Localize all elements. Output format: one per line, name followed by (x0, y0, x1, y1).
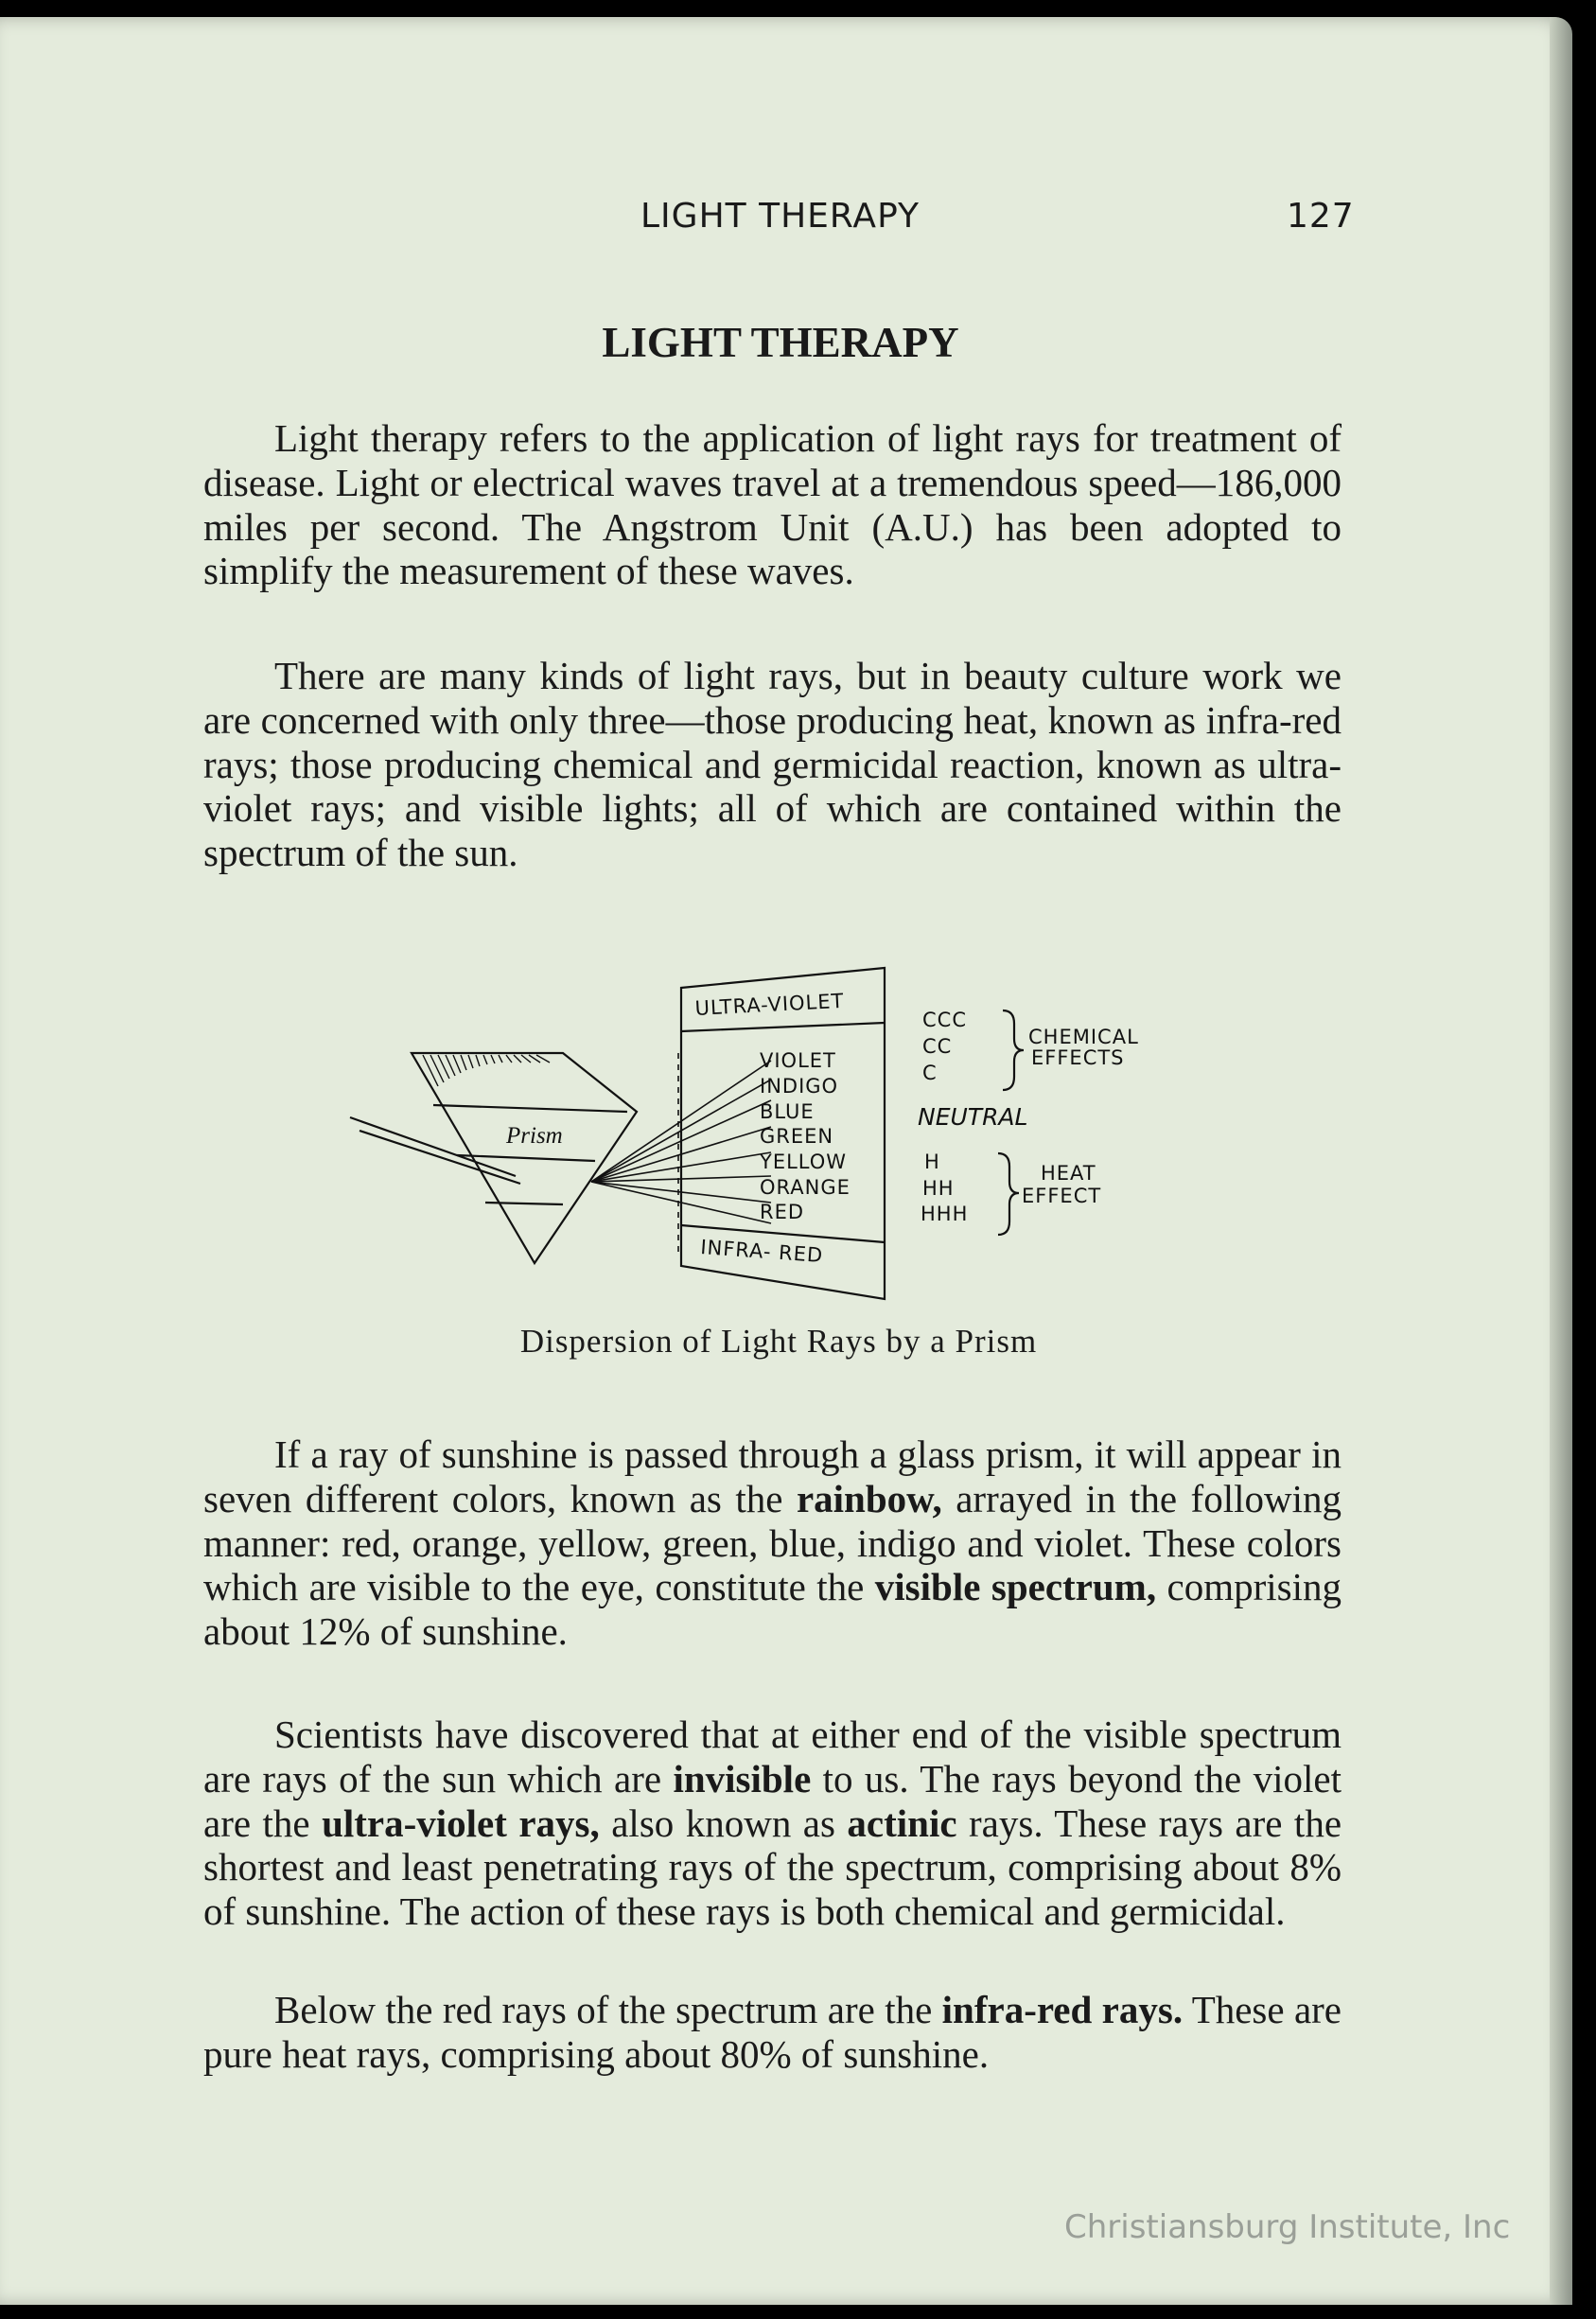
prism-hatching (423, 1055, 550, 1086)
paragraph-5: Below the red rays of the spectrum are the infra-red rays. These are pure heat rays, comprising about 80% of sunshine. (203, 1988, 1342, 2076)
page-number: 127 (1287, 197, 1355, 236)
color-green: GREEN (760, 1125, 834, 1148)
paragraph-4: Scientists have discovered that at either end of the visible spectrum are rays of the sun which are invisible to us. The rays beyond the violet are the ultra-violet rays, also known as actinic rays. These rays are the shortest and least penetrating rays of the spectrum, comprising about 8% of sunshine. The action of these rays is both chemical and germicidal. (203, 1713, 1342, 1934)
chem-mark: CC (922, 1035, 953, 1058)
prism-line (433, 1105, 627, 1112)
heat-mark: HH (922, 1177, 955, 1200)
heat-label: HEAT (1041, 1162, 1096, 1185)
chemical-brace (1003, 1010, 1024, 1090)
running-title: LIGHT THERAPY (640, 197, 920, 236)
chem-mark: C (922, 1062, 938, 1084)
color-yellow: YELLOW (760, 1151, 848, 1173)
incoming-ray (350, 1117, 516, 1176)
heat-mark: H (924, 1151, 940, 1173)
prism-line (457, 1155, 595, 1161)
color-orange: ORANGE (760, 1176, 851, 1199)
effect-label: EFFECT (1022, 1185, 1102, 1207)
spectrum-divider (681, 1023, 885, 1031)
heat-brace (998, 1153, 1019, 1235)
watermark: Christiansburg Institute, Inc (1064, 2208, 1511, 2246)
prism-diagram (336, 958, 1168, 1309)
section-heading-text: LIGHT THERAPY (602, 319, 959, 366)
ultra-violet-label: ULTRA-VIOLET (694, 989, 845, 1020)
color-indigo: INDIGO (760, 1075, 839, 1098)
color-blue: BLUE (760, 1100, 815, 1123)
figure-caption-text: Dispersion of Light Rays by a Prism (519, 1323, 1038, 1360)
paragraph-2: There are many kinds of light rays, but in beauty culture work we are concerned with only three—those producing heat, known as infra-red rays; those producing chemical and germicidal reaction, known as ultra-violet rays; and visible lights; all of which are contained within the spectrum of the sun. (203, 654, 1342, 875)
prism-line (485, 1203, 563, 1204)
chem-mark: CCC (922, 1009, 967, 1031)
chemical-label: CHEMICAL (1028, 1026, 1139, 1048)
paragraph-3: If a ray of sunshine is passed through a glass prism, it will appear in seven different colors, known as the rainbow, arrayed in the following manner: red, orange, yellow, green, blue, indigo and violet. These colors which are visible to the eye, constitute the visible spectrum, comprising about 12% of sunshine. (203, 1432, 1342, 1654)
prism-label: Prism (506, 1123, 563, 1149)
figure-caption (0, 1323, 1570, 1361)
infra-red-label: INFRA- RED (699, 1236, 824, 1268)
section-heading (0, 318, 1570, 367)
paragraph-1: Light therapy refers to the application of light rays for treatment of disease. Light or electrical waves travel at a tremendous speed—186,000 miles per second. The Angstrom Unit (A.U.) has been adopted to simplify the measurement of these waves. (203, 416, 1342, 593)
color-red: RED (760, 1201, 805, 1223)
effects-label: EFFECTS (1031, 1046, 1125, 1069)
book-page (0, 17, 1570, 2305)
heat-mark: HHH (921, 1203, 969, 1225)
color-violet: VIOLET (760, 1049, 836, 1072)
prism-figure (336, 958, 1168, 1309)
neutral-label: NEUTRAL (918, 1103, 1028, 1131)
